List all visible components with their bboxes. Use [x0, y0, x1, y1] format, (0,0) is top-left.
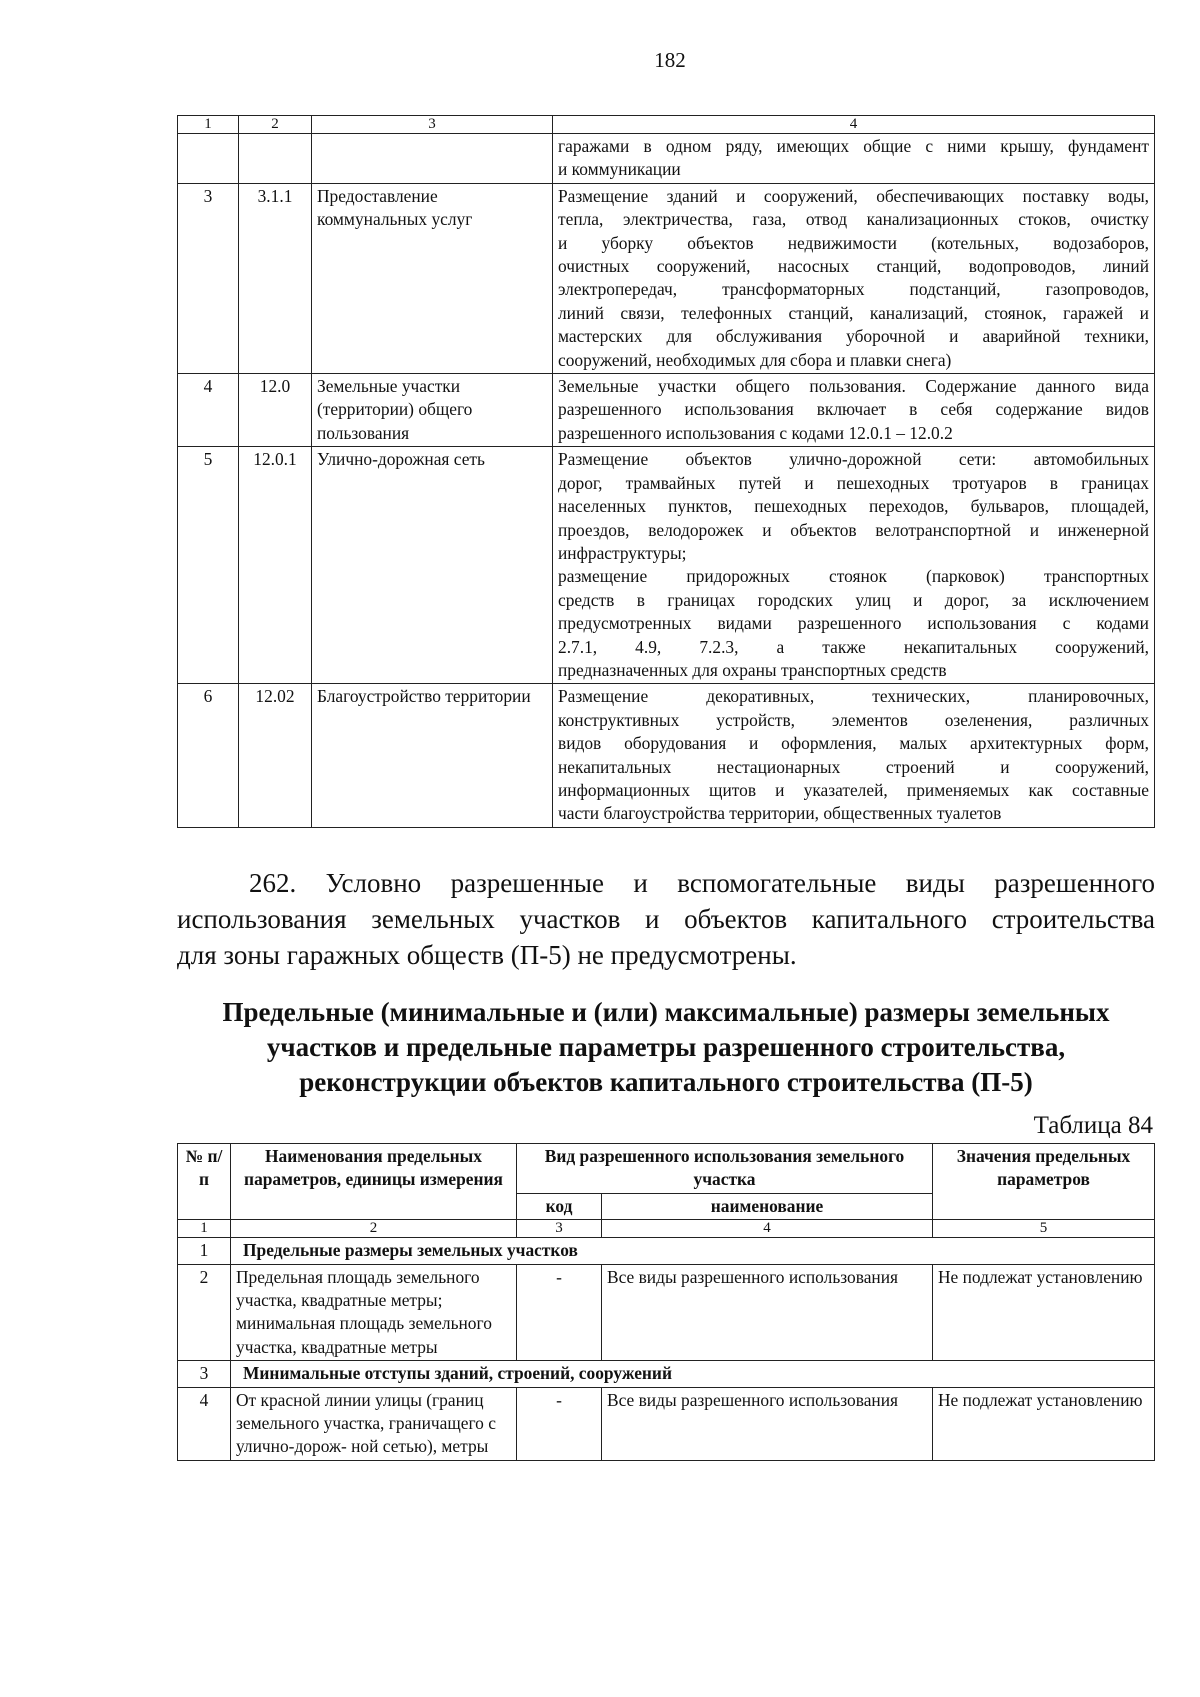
table-row	[178, 684, 1155, 827]
limits-table	[177, 1143, 1155, 1461]
row-number: 6	[178, 684, 239, 827]
row-number: 3	[178, 183, 239, 373]
table-header-row	[178, 116, 1155, 134]
table-label: Таблица 84	[1033, 1112, 1153, 1139]
table-row	[178, 374, 1155, 447]
row-number: 3	[178, 1361, 231, 1387]
header-number: № п/п	[178, 1144, 231, 1220]
use-name: Благоустройство территории	[312, 684, 553, 827]
use-code: 12.0	[239, 374, 312, 447]
use-name: Все виды разрешенного использования	[602, 1264, 933, 1361]
use-code: 12.0.1	[239, 447, 312, 684]
section-title: Минимальные отступы зданий, строений, сооружений	[231, 1361, 1155, 1387]
land-use-table	[177, 115, 1155, 828]
description-cell: Размещение декоративных, технических, планировочных, конструктивных устройств, элементов озеленения, различных видов оборудования и оформления, малых архитектурных форм, некапитальных нестационарных строений и сооружений, информационных щитов и указателей, применяемых как составные части благоустройства территории, общественных туалетов	[553, 684, 1155, 827]
table-row	[178, 1387, 1155, 1460]
header-name: наименование	[602, 1193, 933, 1219]
header-use-type: Вид разрешенного использования земельного участка	[517, 1144, 933, 1194]
parameter-value: Не подлежат установлению	[933, 1387, 1155, 1460]
column-number: 4	[553, 116, 1155, 134]
parameter-name: Предельная площадь земельного участка, квадратные метры; минимальная площадь земельного участка, квадратные метры	[231, 1264, 517, 1361]
header-parameter: Наименования предельных параметров, единицы измерения	[231, 1144, 517, 1220]
description-cell: Размещение объектов улично-дорожной сети: автомобильных дорог, трамвайных путей и пешеходных тротуаров в границах населенных пунктов, пешеходных переходов, бульваров, площадей, проездов, велодорожек и объектов велотранспортной и инженерной инфраструктуры; размещение придорожных стоянок (парковок) транспортных средств в границах городских улиц и дорог, за исключением предусмотренных видами разрешенного использования с кодами 2.7.1, 4.9, 7.2.3, а также некапитальных сооружений, предназначенных для охраны транспортных средств	[553, 447, 1155, 684]
use-code: -	[517, 1387, 602, 1460]
use-code: 3.1.1	[239, 183, 312, 373]
section-row	[178, 1361, 1155, 1387]
table-header-row	[178, 1144, 1155, 1194]
column-number: 3	[312, 116, 553, 134]
column-number: 2	[239, 116, 312, 134]
row-number: 4	[178, 1387, 231, 1460]
parameter-name: От красной линии улицы (границ земельного участка, граничащего с улично-дорож- ной сетью), метры	[231, 1387, 517, 1460]
use-name: Предоставление коммунальных услуг	[312, 183, 553, 373]
table-row	[178, 447, 1155, 684]
use-name: Земельные участки (территории) общего пользования	[312, 374, 553, 447]
description-cell: гаражами в одном ряду, имеющих общие с ними крышу, фундамент и коммуникации	[553, 134, 1155, 184]
row-number: 2	[178, 1264, 231, 1361]
use-code: -	[517, 1264, 602, 1361]
row-number: 5	[178, 447, 239, 684]
page-number: 182	[654, 48, 686, 72]
section-heading: Предельные (минимальные и (или) максимальные) размеры земельных участков и предельные параметры разрешенного строительства, реконструкции объектов капитального строительства (П-5)	[222, 997, 1110, 1097]
table-row	[178, 1264, 1155, 1361]
column-number: 1	[178, 116, 239, 134]
parameter-value: Не подлежат установлению	[933, 1264, 1155, 1361]
use-code: 12.02	[239, 684, 312, 827]
table-row	[178, 183, 1155, 373]
row-number: 1	[178, 1238, 231, 1264]
section-row	[178, 1238, 1155, 1264]
column-numbers-row: 1 2 3 4 5	[178, 1220, 1155, 1238]
use-name: Все виды разрешенного использования	[602, 1387, 933, 1460]
description-cell: Земельные участки общего пользования. Содержание данного вида разрешенного использования включает в себя содержание видов разрешенного использования с кодами 12.0.1 – 12.0.2	[553, 374, 1155, 447]
description-cell: Размещение зданий и сооружений, обеспечивающих поставку воды, тепла, электричества, газа, отвод канализационных стоков, очистку и уборку объектов недвижимости (котельных, водозаборов, очистных сооружений, насосных станций, водопроводов, линий электропередач, трансформаторных подстанций, газопроводов, линий связи, телефонных станций, канализаций, стоянок, гаражей и мастерских для обслуживания уборочной и аварийной техники, сооружений, необходимых для сбора и плавки снега)	[553, 183, 1155, 373]
header-values: Значения предельных параметров	[933, 1144, 1155, 1220]
section-title: Предельные размеры земельных участков	[231, 1238, 1155, 1264]
use-name: Улично-дорожная сеть	[312, 447, 553, 684]
table-row	[178, 134, 1155, 184]
paragraph-262: 262. Условно разрешенные и вспомогательные виды разрешенного использования земельных участков и объектов капитального строительства для зоны гаражных обществ (П-5) не предусмотрены.	[177, 868, 1155, 970]
header-code: код	[517, 1193, 602, 1219]
row-number: 4	[178, 374, 239, 447]
